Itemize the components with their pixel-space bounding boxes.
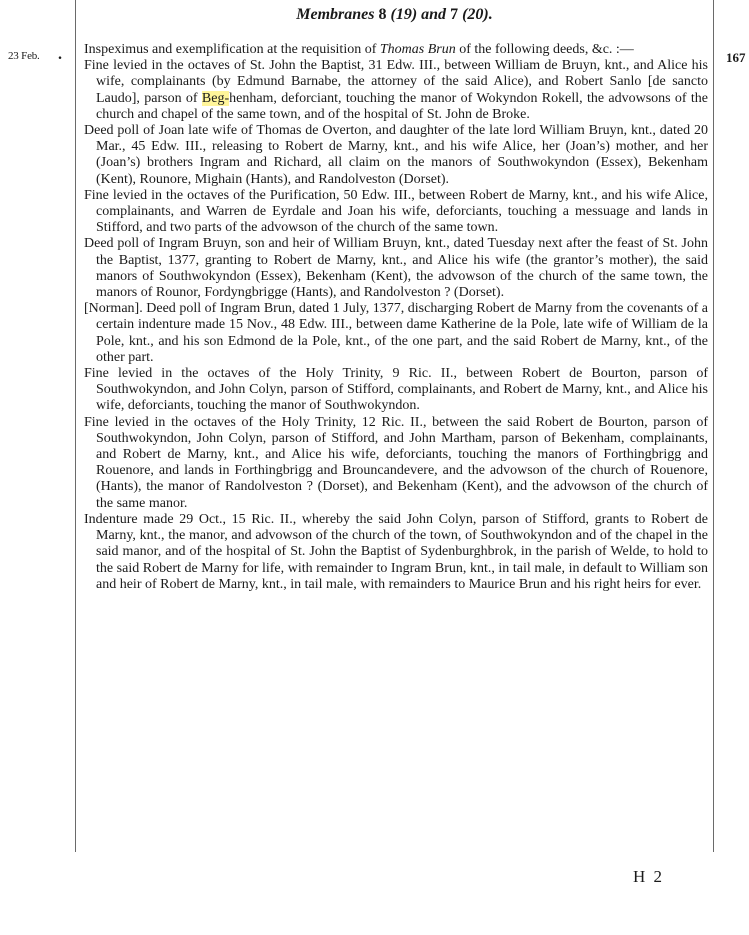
header-number-2: 7 (446, 6, 459, 23)
margin-page-number: 167 (726, 50, 746, 65)
header-and: and (421, 6, 447, 23)
entry-fine-purification: Fine levied in the octaves of the Purification, 50 Edw. III., between Robert de Marny, knt., and his wife Alice, complainants, and Warren de Eyrdale and Joan his wife, deforciants, touching a messuage and lands in Stifford, and two parts of the advowson of the church of the same town. (84, 187, 708, 236)
page-header (80, 6, 709, 24)
entry-text: henham, deforciant, touching the manor of Wokyndon Rokell, the advowsons of the church and chapel of the same town, and of the hospital of St. John de Broke. (96, 90, 708, 122)
entry-inspeximus (84, 42, 708, 58)
entry-fine-9-ric-ii: Fine levied in the octaves of the Holy Trinity, 9 Ric. II., between Robert de Bourton, parson of Southwokyndon, and John Colyn, parson of Stifford, complainants, and Robert de Marny, knt., and Alice his wife, deforciants, touching the manor of Southwokyndon. (84, 366, 708, 414)
signature-mark: H 2 (633, 867, 665, 886)
entry-fine-12-ric-ii: Fine levied in the octaves of the Holy Trinity, 12 Ric. II., between the said Robert de Bourton, parson of Southwokyndon, John Colyn, parson of Stifford, and John Martham, parson of Bekenham, complainants, and Robert de Marny, knt., and Alice his wife, deforciants, touching the manors of Forthingbrigg and Rouenore, and lands in Forthingbrigg and Brouncandevere, and the advowson of the church of Rouenore, (Hants), the manor of Randolveston ? (Dorset), and Bekenham (Kent), and the advowson of the church of the same manor. (84, 414, 708, 511)
person-name: Thomas Brun (379, 42, 456, 57)
header-title-mid: (19) (386, 6, 422, 23)
right-margin-rule (713, 0, 714, 852)
margin-dot: . (58, 46, 62, 63)
entry-text: Inspeximus and exemplification at the requisition of (84, 42, 380, 57)
left-margin-rule (75, 0, 76, 852)
highlighted-text: Beg- (201, 90, 230, 106)
header-number-1: 8 (378, 6, 387, 23)
entry-deed-poll-joan: Deed poll of Joan late wife of Thomas de Overton, and daughter of the late lord William Bruyn, knt., dated 20 Mar., 45 Edw. III., releasing to Robert de Marny, knt., and his wife Alice, her (Joan’s) mother, and her (Joan’s) brothers Ingram and Richard, all claim on the manors of Southwokyndon (Essex), Bekenham (Kent), Rounore, Mighain (Hants), and Randolveston (Dorset). (84, 123, 708, 187)
entry-indenture: Indenture made 29 Oct., 15 Ric. II., whereby the said John Colyn, parson of Stifford, grants to Robert de Marny, knt., the manor, and advowson of the church of the town, of Southwokyndon and of the chapel in the said manor, and of the hospital of St. John the Baptist of Sydenburghbrok, in the parish of Welde, to hold to the said Robert de Marny for life, with remainder to Ingram Brun, knt., in tail male, in default to William son and heir of Robert de Marny, knt., in tail male, with remainders to Maurice Brun and his right heirs for ever. (84, 511, 708, 592)
entry-text: Fine levied in the octaves of St. John the Baptist, 31 Edw. III., between William de Bruyn, knt., and Alice his wife, complainants (by Edmund Barnabe, the attorney of the said Alice), and Robert Sanlo [de sancto Laudo], parson of (84, 58, 708, 106)
calendar-entries (84, 42, 708, 593)
header-title-pre: Membranes (296, 6, 379, 23)
entry-text: of the following deeds, &c. :— (455, 42, 634, 57)
margin-date: 23 Feb. (8, 50, 40, 62)
header-title-post: (20). (458, 6, 493, 23)
entry-deed-poll-ingram: Deed poll of Ingram Bruyn, son and heir of William Bruyn, knt., dated Tuesday next after the feast of St. John the Baptist, 1377, granting to Robert de Marny, knt., and Alice his wife (the grantor’s mother), the said manors of Southwokyndon (Essex), Bekenham (Kent), the advowson of the church of the same town, the manors of Rounor, Fordyngbrigge (Hants), and Randolveston ? (Dorset). (84, 236, 708, 301)
entry-fine-31-edw-iii (84, 58, 708, 123)
entry-norman-deed-poll: [Norman]. Deed poll of Ingram Brun, dated 1 July, 1377, discharging Robert de Marny from the covenants of a certain indenture made 15 Nov., 48 Edw. III., between dame Katherine de la Pole, late wife of William de la Pole, knt., and his son Edmond de la Pole, knt., of the one part, and the said Robert de Marny, knt., of the other part. (84, 301, 708, 365)
